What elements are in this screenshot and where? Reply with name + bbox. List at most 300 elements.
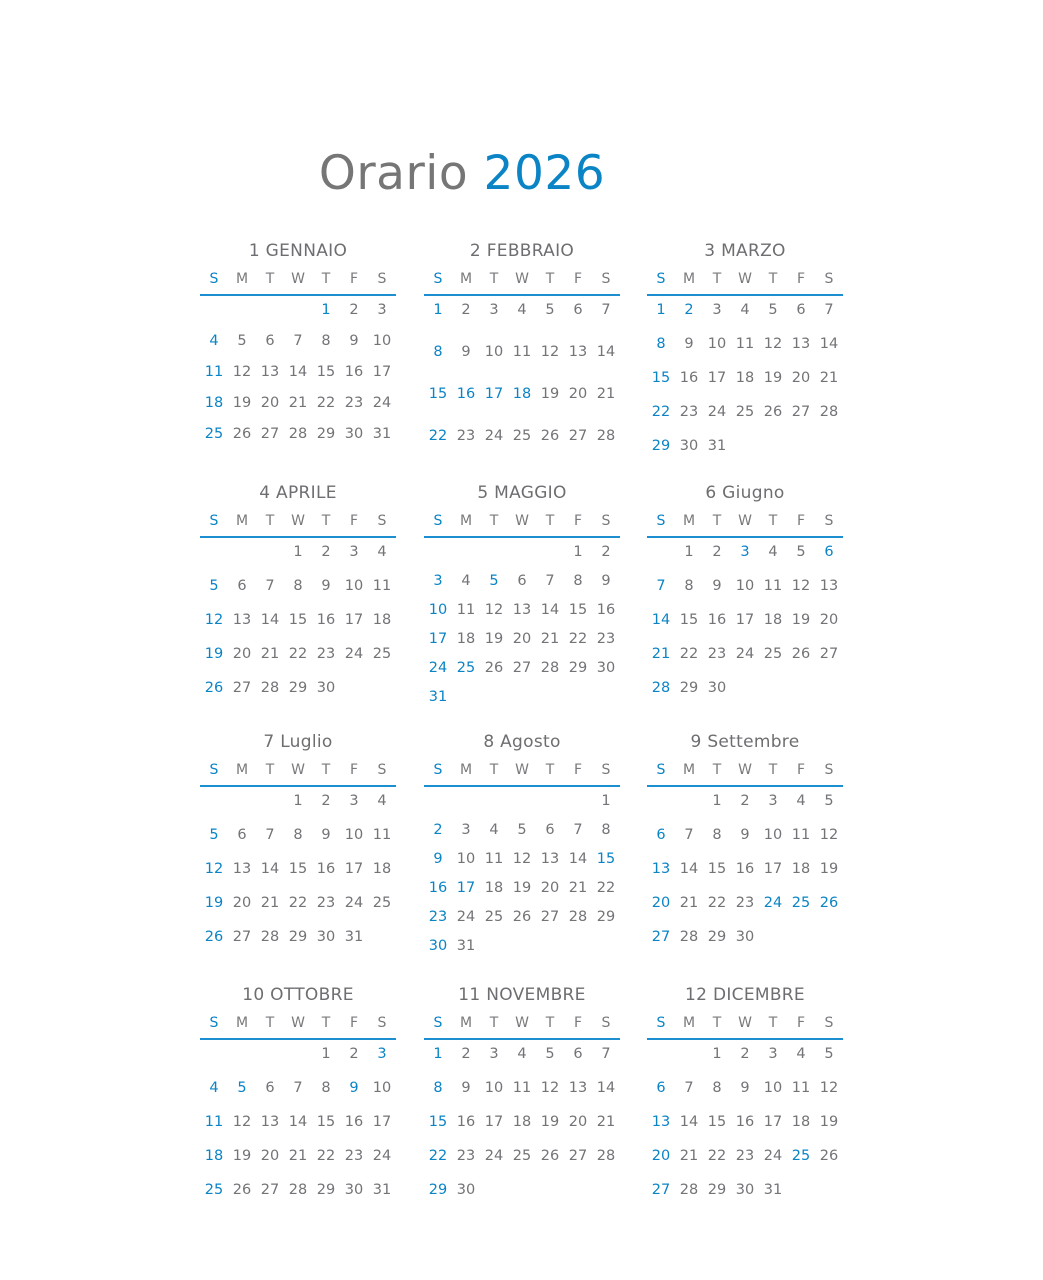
day-cell: 21 bbox=[260, 895, 280, 911]
day-cell: 5 bbox=[796, 544, 806, 560]
day-cell: 11 bbox=[204, 1114, 224, 1130]
empty-cell bbox=[256, 302, 284, 333]
empty-cell bbox=[200, 302, 228, 333]
day-cell: 2 bbox=[601, 544, 611, 560]
weekday-label: F bbox=[349, 271, 359, 287]
day-cell: 12 bbox=[204, 612, 224, 628]
weekday-label: T bbox=[489, 762, 499, 778]
weekday-label: S bbox=[601, 271, 611, 287]
empty-cell bbox=[256, 793, 284, 827]
day-cell: 4 bbox=[489, 822, 499, 838]
day-cell: 29 bbox=[288, 929, 308, 945]
day-cell: 12 bbox=[540, 344, 560, 360]
weekday-label: S bbox=[601, 513, 611, 529]
day-cell: 26 bbox=[763, 404, 783, 420]
month-10 bbox=[200, 985, 396, 1216]
day-cell: 4 bbox=[796, 1046, 806, 1062]
header-divider bbox=[424, 536, 620, 538]
weekday-label: T bbox=[712, 513, 722, 529]
day-cell: 16 bbox=[735, 861, 755, 877]
day-cell: 16 bbox=[456, 386, 476, 402]
day-cell: 13 bbox=[232, 861, 252, 877]
day-cell: 20 bbox=[540, 880, 560, 896]
weekday-label: S bbox=[433, 271, 443, 287]
page-title bbox=[0, 144, 924, 204]
day-cell: 30 bbox=[316, 680, 336, 696]
weekday-label: M bbox=[459, 271, 473, 287]
day-cell: 26 bbox=[204, 929, 224, 945]
day-cell: 4 bbox=[740, 302, 750, 318]
empty-cell bbox=[675, 793, 703, 827]
weekday-label: M bbox=[235, 513, 249, 529]
weekday-label: T bbox=[545, 513, 555, 529]
day-cell: 30 bbox=[428, 938, 448, 954]
day-cell: 21 bbox=[596, 386, 616, 402]
day-cell: 11 bbox=[512, 1080, 532, 1096]
weekday-label: S bbox=[824, 513, 834, 529]
day-cell: 24 bbox=[344, 646, 364, 662]
month-4 bbox=[200, 483, 396, 714]
weekday-label: T bbox=[489, 513, 499, 529]
empty-cell bbox=[284, 1046, 312, 1080]
day-cell: 8 bbox=[656, 336, 666, 352]
header-divider bbox=[424, 294, 620, 296]
day-cell: 24 bbox=[763, 895, 783, 911]
day-cell: 6 bbox=[237, 827, 247, 843]
day-cell: 1 bbox=[293, 793, 303, 809]
day-cell: 30 bbox=[456, 1182, 476, 1198]
day-cell: 21 bbox=[288, 395, 308, 411]
day-cell: 16 bbox=[735, 1114, 755, 1130]
header-divider bbox=[200, 294, 396, 296]
empty-cell bbox=[228, 1046, 256, 1080]
header-divider bbox=[200, 785, 396, 787]
weekday-label: S bbox=[656, 1015, 666, 1031]
empty-cell bbox=[256, 544, 284, 578]
day-cell: 20 bbox=[651, 1148, 671, 1164]
weekday-header bbox=[647, 269, 843, 289]
day-cell: 24 bbox=[372, 1148, 392, 1164]
day-cell: 18 bbox=[372, 612, 392, 628]
day-cell: 13 bbox=[651, 861, 671, 877]
day-cell: 6 bbox=[573, 302, 583, 318]
day-cell: 5 bbox=[824, 793, 834, 809]
day-cell: 24 bbox=[484, 428, 504, 444]
empty-cell bbox=[424, 544, 452, 573]
weekday-label: W bbox=[515, 762, 529, 778]
weekday-label: S bbox=[433, 762, 443, 778]
day-cell: 23 bbox=[596, 631, 616, 647]
weekday-label: W bbox=[515, 271, 529, 287]
day-cell: 10 bbox=[372, 1080, 392, 1096]
header-divider bbox=[424, 1038, 620, 1040]
day-cell: 25 bbox=[763, 646, 783, 662]
day-cell: 20 bbox=[568, 1114, 588, 1130]
day-cell: 12 bbox=[819, 1080, 839, 1096]
day-cell: 22 bbox=[651, 404, 671, 420]
day-cell: 1 bbox=[321, 1046, 331, 1062]
header-divider bbox=[647, 785, 843, 787]
month-11 bbox=[424, 985, 620, 1216]
day-cell: 28 bbox=[679, 1182, 699, 1198]
weekday-label: S bbox=[601, 762, 611, 778]
day-cell: 17 bbox=[456, 880, 476, 896]
day-cell: 25 bbox=[372, 895, 392, 911]
days-grid bbox=[424, 1046, 620, 1216]
day-cell: 22 bbox=[707, 895, 727, 911]
day-cell: 29 bbox=[707, 929, 727, 945]
day-cell: 7 bbox=[265, 827, 275, 843]
day-cell: 10 bbox=[372, 333, 392, 349]
day-cell: 8 bbox=[321, 1080, 331, 1096]
weekday-label: T bbox=[265, 762, 275, 778]
empty-cell bbox=[256, 1046, 284, 1080]
day-cell: 1 bbox=[321, 302, 331, 318]
weekday-header bbox=[200, 1013, 396, 1033]
day-cell: 16 bbox=[456, 1114, 476, 1130]
day-cell: 23 bbox=[707, 646, 727, 662]
empty-cell bbox=[647, 544, 675, 578]
day-cell: 14 bbox=[288, 364, 308, 380]
day-cell: 23 bbox=[344, 1148, 364, 1164]
day-cell: 26 bbox=[819, 1148, 839, 1164]
day-cell: 14 bbox=[596, 1080, 616, 1096]
month-5 bbox=[424, 483, 620, 718]
day-cell: 21 bbox=[540, 631, 560, 647]
day-cell: 16 bbox=[596, 602, 616, 618]
day-cell: 25 bbox=[484, 909, 504, 925]
weekday-label: M bbox=[682, 762, 696, 778]
day-cell: 20 bbox=[819, 612, 839, 628]
day-cell: 10 bbox=[484, 1080, 504, 1096]
day-cell: 8 bbox=[321, 333, 331, 349]
day-cell: 15 bbox=[288, 861, 308, 877]
day-cell: 2 bbox=[684, 302, 694, 318]
day-cell: 28 bbox=[260, 680, 280, 696]
empty-cell bbox=[536, 544, 564, 573]
days-grid bbox=[647, 793, 843, 963]
day-cell: 13 bbox=[568, 1080, 588, 1096]
day-cell: 12 bbox=[512, 851, 532, 867]
weekday-label: T bbox=[545, 762, 555, 778]
day-cell: 19 bbox=[484, 631, 504, 647]
day-cell: 21 bbox=[819, 370, 839, 386]
day-cell: 9 bbox=[684, 336, 694, 352]
empty-cell bbox=[508, 544, 536, 573]
day-cell: 21 bbox=[596, 1114, 616, 1130]
day-cell: 21 bbox=[679, 1148, 699, 1164]
day-cell: 10 bbox=[707, 336, 727, 352]
day-cell: 4 bbox=[209, 333, 219, 349]
month-2 bbox=[424, 241, 620, 470]
day-cell: 14 bbox=[260, 861, 280, 877]
weekday-label: T bbox=[712, 1015, 722, 1031]
day-cell: 9 bbox=[461, 344, 471, 360]
day-cell: 19 bbox=[204, 895, 224, 911]
month-name: 9 Settembre bbox=[690, 732, 800, 752]
day-cell: 10 bbox=[344, 827, 364, 843]
day-cell: 20 bbox=[512, 631, 532, 647]
empty-cell bbox=[564, 793, 592, 822]
empty-cell bbox=[480, 544, 508, 573]
empty-cell bbox=[452, 544, 480, 573]
empty-cell bbox=[228, 544, 256, 578]
day-cell: 15 bbox=[651, 370, 671, 386]
day-cell: 3 bbox=[349, 793, 359, 809]
day-cell: 15 bbox=[428, 1114, 448, 1130]
day-cell: 28 bbox=[651, 680, 671, 696]
weekday-label: F bbox=[573, 271, 583, 287]
day-cell: 5 bbox=[517, 822, 527, 838]
day-cell: 1 bbox=[293, 544, 303, 560]
day-cell: 13 bbox=[819, 578, 839, 594]
header-divider bbox=[424, 785, 620, 787]
day-cell: 2 bbox=[712, 544, 722, 560]
month-name: 10 OTTOBRE bbox=[242, 985, 354, 1005]
weekday-label: M bbox=[235, 762, 249, 778]
day-cell: 21 bbox=[288, 1148, 308, 1164]
day-cell: 6 bbox=[656, 827, 666, 843]
day-cell: 24 bbox=[735, 646, 755, 662]
weekday-header bbox=[200, 269, 396, 289]
day-cell: 5 bbox=[545, 1046, 555, 1062]
month-name: 4 APRILE bbox=[259, 483, 337, 503]
day-cell: 15 bbox=[707, 1114, 727, 1130]
empty-cell bbox=[647, 1046, 675, 1080]
day-cell: 12 bbox=[819, 827, 839, 843]
day-cell: 14 bbox=[679, 1114, 699, 1130]
day-cell: 24 bbox=[456, 909, 476, 925]
day-cell: 27 bbox=[791, 404, 811, 420]
day-cell: 1 bbox=[684, 544, 694, 560]
day-cell: 26 bbox=[540, 428, 560, 444]
day-cell: 22 bbox=[316, 395, 336, 411]
day-cell: 7 bbox=[573, 822, 583, 838]
weekday-label: T bbox=[768, 1015, 778, 1031]
weekday-label: T bbox=[489, 271, 499, 287]
weekday-label: F bbox=[796, 271, 806, 287]
day-cell: 26 bbox=[204, 680, 224, 696]
day-cell: 22 bbox=[679, 646, 699, 662]
day-cell: 29 bbox=[596, 909, 616, 925]
day-cell: 3 bbox=[489, 302, 499, 318]
weekday-label: S bbox=[824, 762, 834, 778]
day-cell: 8 bbox=[601, 822, 611, 838]
day-cell: 18 bbox=[763, 612, 783, 628]
day-cell: 15 bbox=[316, 364, 336, 380]
month-1 bbox=[200, 241, 396, 457]
day-cell: 21 bbox=[260, 646, 280, 662]
weekday-label: F bbox=[573, 1015, 583, 1031]
day-cell: 17 bbox=[344, 861, 364, 877]
day-cell: 3 bbox=[377, 1046, 387, 1062]
header-divider bbox=[647, 536, 843, 538]
day-cell: 7 bbox=[824, 302, 834, 318]
weekday-label: T bbox=[712, 271, 722, 287]
day-cell: 27 bbox=[512, 660, 532, 676]
month-8 bbox=[424, 732, 620, 967]
day-cell: 30 bbox=[679, 438, 699, 454]
weekday-label: T bbox=[265, 271, 275, 287]
day-cell: 20 bbox=[568, 386, 588, 402]
day-cell: 17 bbox=[372, 1114, 392, 1130]
day-cell: 30 bbox=[316, 929, 336, 945]
day-cell: 31 bbox=[456, 938, 476, 954]
day-cell: 9 bbox=[740, 827, 750, 843]
day-cell: 19 bbox=[512, 880, 532, 896]
weekday-label: W bbox=[291, 1015, 305, 1031]
weekday-header bbox=[200, 511, 396, 531]
day-cell: 3 bbox=[349, 544, 359, 560]
empty-cell bbox=[508, 793, 536, 822]
weekday-label: M bbox=[682, 1015, 696, 1031]
weekday-label: S bbox=[433, 513, 443, 529]
month-name: 8 Agosto bbox=[483, 732, 561, 752]
day-cell: 28 bbox=[819, 404, 839, 420]
day-cell: 10 bbox=[428, 602, 448, 618]
weekday-label: T bbox=[545, 1015, 555, 1031]
weekday-label: W bbox=[738, 762, 752, 778]
weekday-label: W bbox=[515, 1015, 529, 1031]
day-cell: 14 bbox=[540, 602, 560, 618]
day-cell: 7 bbox=[545, 573, 555, 589]
day-cell: 17 bbox=[735, 612, 755, 628]
day-cell: 25 bbox=[372, 646, 392, 662]
day-cell: 4 bbox=[768, 544, 778, 560]
day-cell: 7 bbox=[293, 1080, 303, 1096]
day-cell: 19 bbox=[763, 370, 783, 386]
header-divider bbox=[200, 1038, 396, 1040]
day-cell: 6 bbox=[573, 1046, 583, 1062]
day-cell: 6 bbox=[824, 544, 834, 560]
day-cell: 5 bbox=[545, 302, 555, 318]
day-cell: 19 bbox=[819, 861, 839, 877]
weekday-label: F bbox=[349, 1015, 359, 1031]
day-cell: 31 bbox=[707, 438, 727, 454]
empty-cell bbox=[284, 302, 312, 333]
month-name: 5 MAGGIO bbox=[477, 483, 567, 503]
day-cell: 11 bbox=[372, 827, 392, 843]
weekday-label: T bbox=[712, 762, 722, 778]
day-cell: 6 bbox=[656, 1080, 666, 1096]
day-cell: 15 bbox=[288, 612, 308, 628]
day-cell: 29 bbox=[316, 1182, 336, 1198]
day-cell: 26 bbox=[512, 909, 532, 925]
day-cell: 31 bbox=[344, 929, 364, 945]
day-cell: 2 bbox=[461, 302, 471, 318]
weekday-label: W bbox=[291, 271, 305, 287]
day-cell: 5 bbox=[768, 302, 778, 318]
day-cell: 3 bbox=[768, 1046, 778, 1062]
days-grid bbox=[200, 544, 396, 714]
weekday-label: S bbox=[377, 513, 387, 529]
month-name: 11 NOVEMBRE bbox=[458, 985, 586, 1005]
day-cell: 3 bbox=[712, 302, 722, 318]
day-cell: 19 bbox=[232, 1148, 252, 1164]
title-text: Orario bbox=[318, 146, 469, 201]
day-cell: 18 bbox=[512, 1114, 532, 1130]
day-cell: 18 bbox=[735, 370, 755, 386]
day-cell: 13 bbox=[232, 612, 252, 628]
weekday-label: S bbox=[656, 762, 666, 778]
day-cell: 26 bbox=[791, 646, 811, 662]
day-cell: 16 bbox=[344, 364, 364, 380]
empty-cell bbox=[228, 793, 256, 827]
day-cell: 27 bbox=[819, 646, 839, 662]
day-cell: 6 bbox=[237, 578, 247, 594]
day-cell: 16 bbox=[707, 612, 727, 628]
day-cell: 17 bbox=[372, 364, 392, 380]
day-cell: 14 bbox=[568, 851, 588, 867]
day-cell: 22 bbox=[428, 428, 448, 444]
day-cell: 11 bbox=[735, 336, 755, 352]
day-cell: 25 bbox=[791, 1148, 811, 1164]
weekday-header bbox=[647, 1013, 843, 1033]
day-cell: 10 bbox=[456, 851, 476, 867]
day-cell: 25 bbox=[791, 895, 811, 911]
day-cell: 25 bbox=[456, 660, 476, 676]
day-cell: 10 bbox=[763, 827, 783, 843]
day-cell: 11 bbox=[512, 344, 532, 360]
day-cell: 30 bbox=[344, 426, 364, 442]
weekday-label: S bbox=[824, 1015, 834, 1031]
weekday-label: S bbox=[824, 271, 834, 287]
weekday-label: W bbox=[738, 1015, 752, 1031]
empty-cell bbox=[424, 793, 452, 822]
day-cell: 20 bbox=[651, 895, 671, 911]
day-cell: 30 bbox=[344, 1182, 364, 1198]
weekday-label: W bbox=[291, 513, 305, 529]
weekday-label: S bbox=[601, 1015, 611, 1031]
day-cell: 15 bbox=[596, 851, 616, 867]
day-cell: 24 bbox=[428, 660, 448, 676]
weekday-label: F bbox=[349, 762, 359, 778]
day-cell: 4 bbox=[517, 1046, 527, 1062]
day-cell: 5 bbox=[237, 333, 247, 349]
weekday-label: T bbox=[321, 762, 331, 778]
day-cell: 13 bbox=[568, 344, 588, 360]
day-cell: 17 bbox=[484, 1114, 504, 1130]
day-cell: 31 bbox=[428, 689, 448, 705]
empty-cell bbox=[200, 1046, 228, 1080]
weekday-label: T bbox=[545, 271, 555, 287]
day-cell: 22 bbox=[288, 895, 308, 911]
day-cell: 3 bbox=[740, 544, 750, 560]
day-cell: 26 bbox=[484, 660, 504, 676]
day-cell: 8 bbox=[433, 344, 443, 360]
day-cell: 2 bbox=[321, 544, 331, 560]
weekday-label: T bbox=[768, 513, 778, 529]
day-cell: 27 bbox=[651, 929, 671, 945]
weekday-label: M bbox=[459, 762, 473, 778]
day-cell: 11 bbox=[204, 364, 224, 380]
day-cell: 12 bbox=[232, 1114, 252, 1130]
empty-cell bbox=[452, 793, 480, 822]
day-cell: 23 bbox=[456, 428, 476, 444]
day-cell: 9 bbox=[461, 1080, 471, 1096]
weekday-label: T bbox=[768, 271, 778, 287]
day-cell: 22 bbox=[288, 646, 308, 662]
day-cell: 16 bbox=[679, 370, 699, 386]
day-cell: 15 bbox=[707, 861, 727, 877]
day-cell: 8 bbox=[293, 827, 303, 843]
day-cell: 2 bbox=[740, 793, 750, 809]
day-cell: 23 bbox=[679, 404, 699, 420]
days-grid bbox=[424, 544, 620, 718]
weekday-label: W bbox=[515, 513, 529, 529]
month-3 bbox=[647, 241, 843, 472]
day-cell: 1 bbox=[601, 793, 611, 809]
